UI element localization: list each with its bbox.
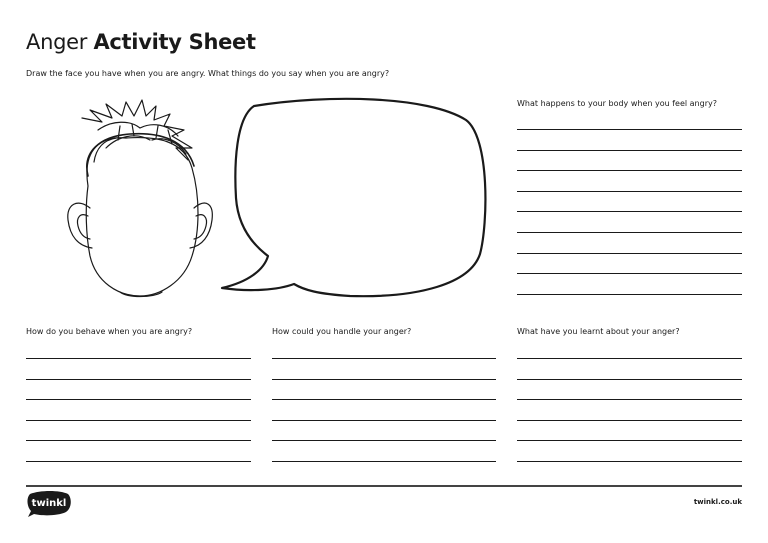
question-body-label: What happens to your body when you feel angry? xyxy=(517,99,717,108)
writing-line[interactable] xyxy=(517,273,742,274)
writing-line[interactable] xyxy=(517,379,742,380)
writing-line[interactable] xyxy=(517,399,742,400)
writing-line[interactable] xyxy=(517,358,742,359)
drawing-instruction: Draw the face you have when you are angry. What things do you say when you are angry? xyxy=(26,69,390,78)
writing-line[interactable] xyxy=(517,461,742,462)
question-learnt-label: What have you learnt about your anger? xyxy=(517,327,680,336)
writing-line[interactable] xyxy=(272,420,496,421)
answer-lines-behave[interactable] xyxy=(26,358,251,462)
writing-line[interactable] xyxy=(26,440,251,441)
writing-line[interactable] xyxy=(26,461,251,462)
writing-line[interactable] xyxy=(517,191,742,192)
blank-face-outline-icon[interactable] xyxy=(60,96,220,301)
website-link[interactable]: twinkl.co.uk xyxy=(693,498,742,506)
writing-line[interactable] xyxy=(26,358,251,359)
footer-divider xyxy=(26,485,742,487)
title-bold: Activity Sheet xyxy=(93,30,256,54)
writing-line[interactable] xyxy=(272,358,496,359)
writing-line[interactable] xyxy=(517,440,742,441)
writing-line[interactable] xyxy=(517,232,742,233)
writing-line[interactable] xyxy=(272,399,496,400)
answer-lines-handle[interactable] xyxy=(272,358,496,462)
writing-line[interactable] xyxy=(517,170,742,171)
writing-line[interactable] xyxy=(517,150,742,151)
answer-lines-learnt[interactable] xyxy=(517,358,742,462)
writing-line[interactable] xyxy=(272,379,496,380)
title-light: Anger xyxy=(26,30,88,54)
writing-line[interactable] xyxy=(26,420,251,421)
writing-line[interactable] xyxy=(517,253,742,254)
page-title xyxy=(26,28,256,56)
question-behave-label: How do you behave when you are angry? xyxy=(26,327,193,336)
twinkl-logo-icon xyxy=(26,488,72,518)
writing-line[interactable] xyxy=(26,379,251,380)
writing-line[interactable] xyxy=(517,420,742,421)
speech-bubble-icon[interactable] xyxy=(218,94,490,304)
writing-line[interactable] xyxy=(272,440,496,441)
writing-line[interactable] xyxy=(517,294,742,295)
writing-line[interactable] xyxy=(517,129,742,130)
answer-lines-body[interactable] xyxy=(517,129,742,295)
writing-line[interactable] xyxy=(26,399,251,400)
writing-line[interactable] xyxy=(272,461,496,462)
logo-text: twinkl xyxy=(31,498,67,509)
question-handle-label: How could you handle your anger? xyxy=(272,327,412,336)
writing-line[interactable] xyxy=(517,211,742,212)
